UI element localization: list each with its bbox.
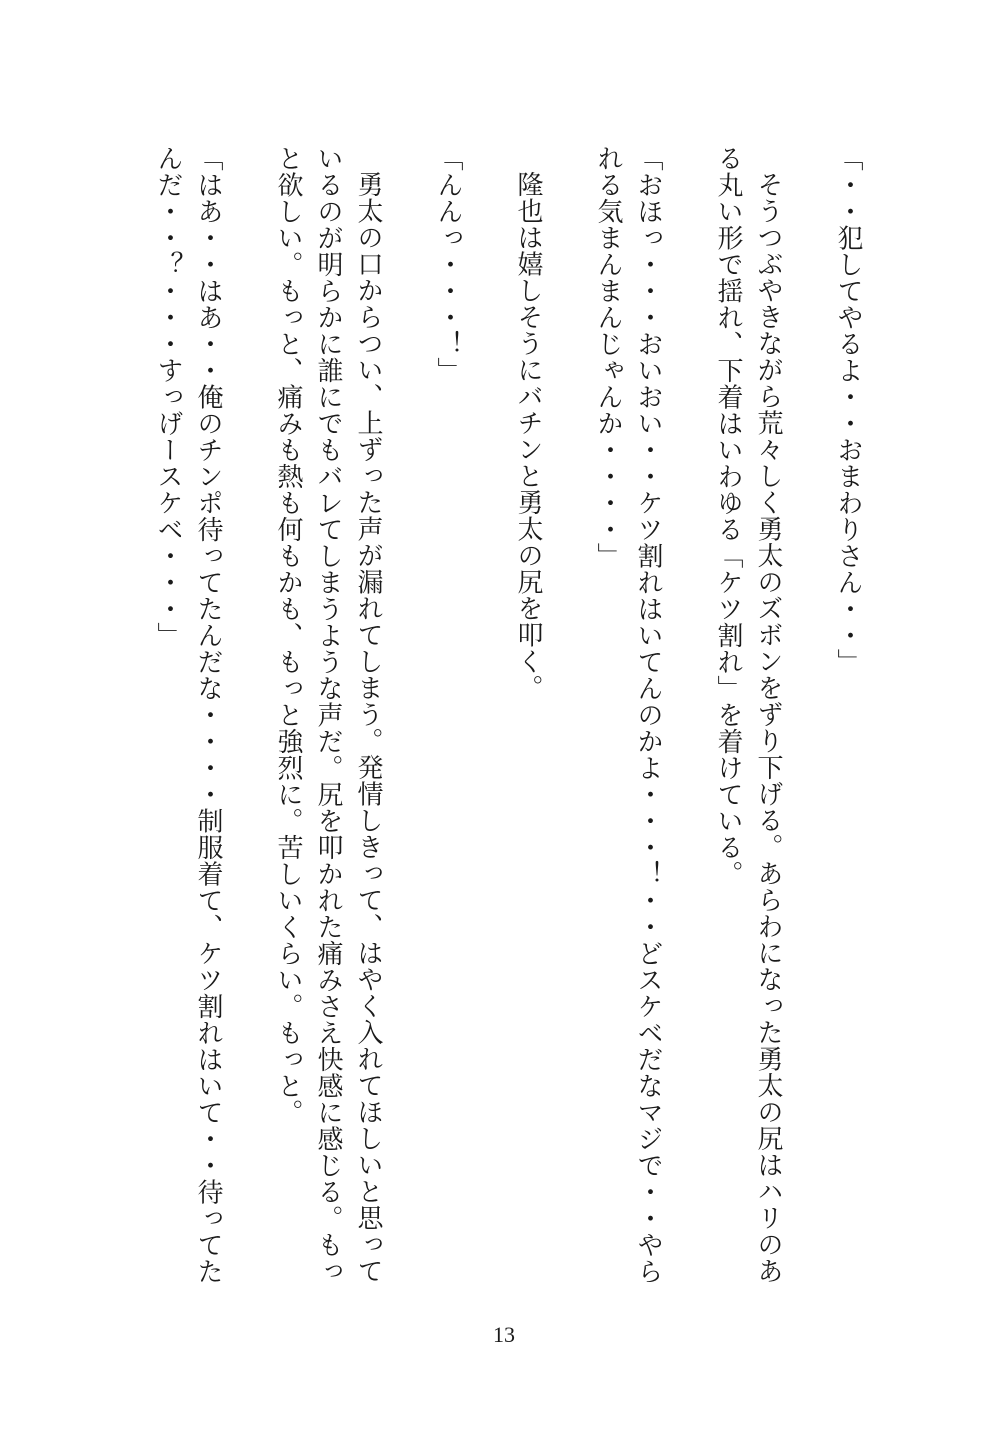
blank-line: [668, 145, 708, 1295]
blank-line: [228, 145, 268, 1295]
dialogue-line: 「・・犯してやるよ・・おまわりさん・・」: [833, 145, 863, 675]
blank-line: [468, 145, 508, 1295]
blank-line: [788, 145, 828, 1295]
narration-paragraph: 隆也は嬉しそうにバチンと勇太の尻を叩く。: [513, 171, 543, 701]
dialogue-line: 「おほっ・・・おいおい・・ケツ割れはいてんのかよ・・・！・・どスケベだなマジで・・やられる気まんまんじゃんか・・・・」: [593, 145, 663, 1285]
blank-line: [388, 145, 428, 1295]
dialogue-line: 「んんっ・・・！」: [433, 145, 463, 384]
blank-line: [548, 145, 588, 1295]
narration-paragraph: そうつぶやきながら荒々しく勇太のズボンをずり下げる。あらわになった勇太の尻はハリのある丸い形で揺れ、下着はいわゆる「ケツ割れ」を着けている。: [713, 145, 783, 1284]
vertical-text-body: [148, 145, 868, 1295]
dialogue-line: 「はあ・・はあ・・俺のチンポ待ってたんだな・・・・制服着て、ケツ割れはいて・・待ってたんだ・・？・・・すっげースケベ・・・」: [153, 145, 223, 1285]
narration-paragraph: 勇太の口からつい、上ずった声が漏れてしまう。発情しきって、はやく入れてほしいと思っているのが明らかに誰にでもバレてしまうような声だ。尻を叩かれた痛みさえ快感に感じる。もっと欲しい。もっと、痛みも熱も何もかも、もっと強烈に。苦しいくらい。もっと。: [273, 145, 383, 1285]
page-number: 13: [493, 1322, 515, 1347]
